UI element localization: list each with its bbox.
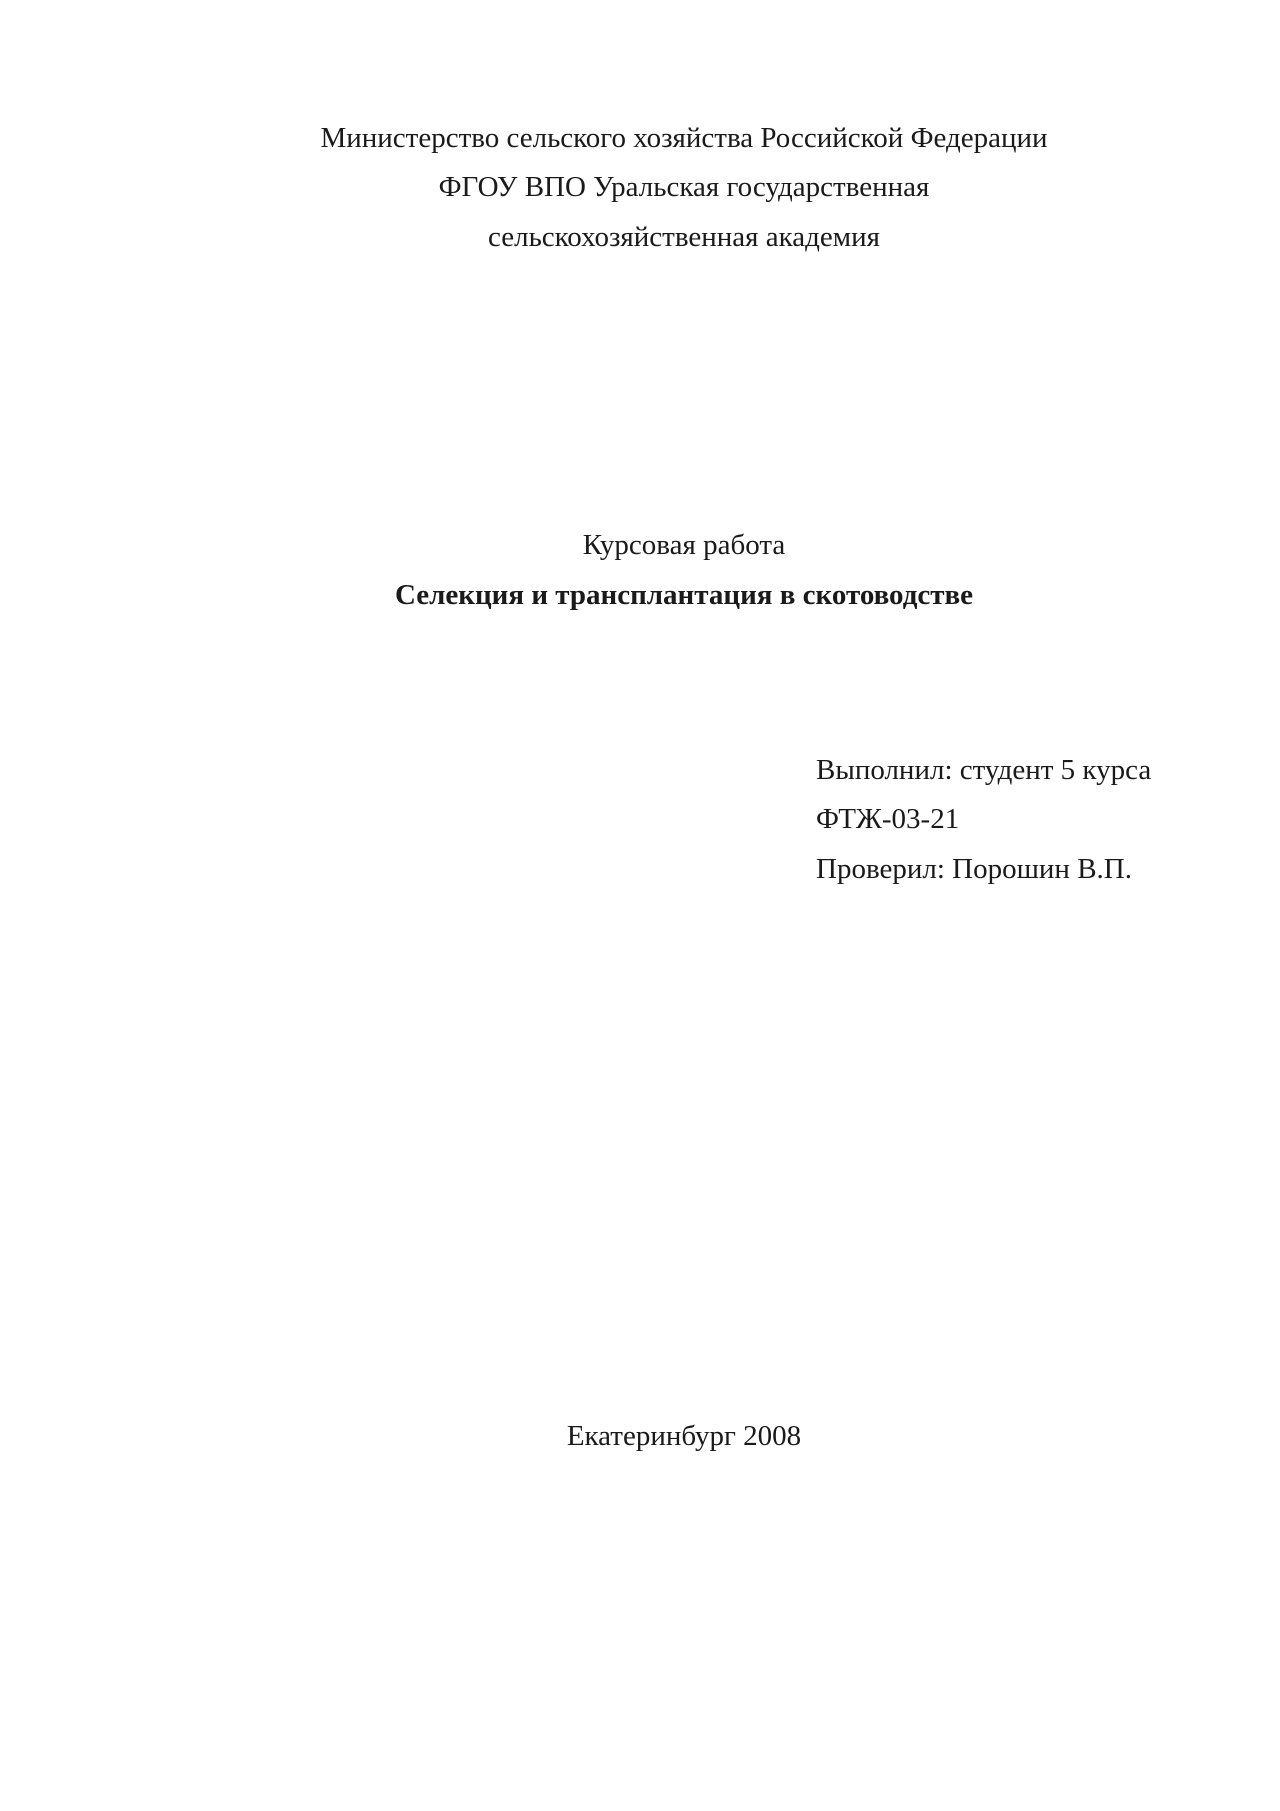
- institution-line-1: ФГОУ ВПО Уральская государственная: [438, 171, 930, 203]
- work-title: Селекция и трансплантация в скотоводстве: [394, 579, 974, 611]
- checked-by: Проверил: Порошин В.П.: [816, 853, 1132, 885]
- city-year: Екатеринбург 2008: [566, 1420, 802, 1452]
- work-type: Курсовая работа: [582, 529, 786, 561]
- performed-by: Выполнил: студент 5 курса: [816, 754, 1152, 786]
- student-group: ФТЖ-03-21: [816, 803, 960, 835]
- ministry-line: Министерство сельского хозяйства Российской Федерации: [320, 122, 1048, 154]
- institution-line-2: сельскохозяйственная академия: [488, 221, 880, 253]
